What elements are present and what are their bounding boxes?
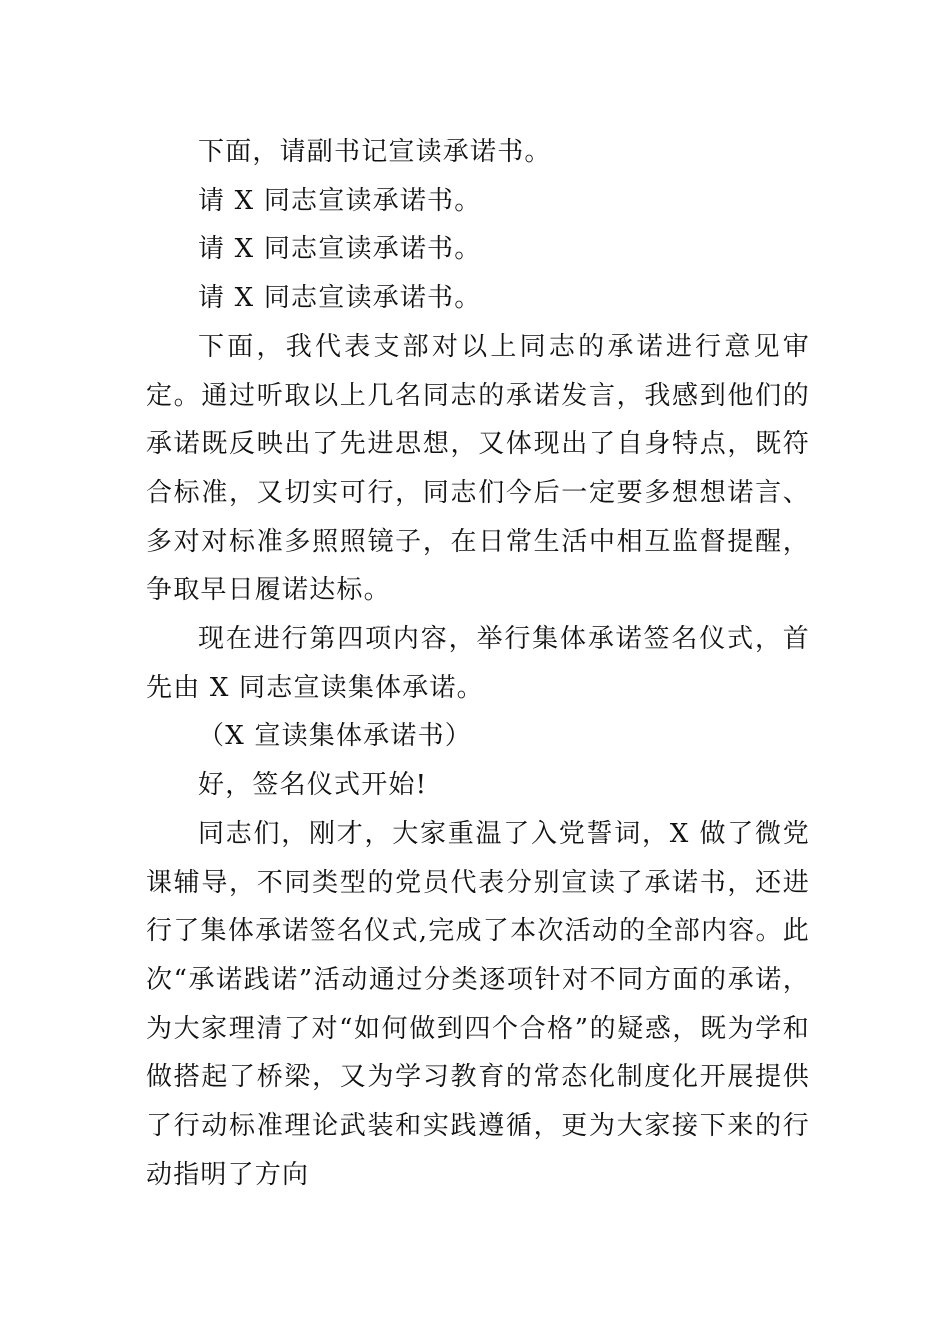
paragraph-9: 同志们，刚才，大家重温了入党誓词，X 做了微党课辅导，不同类型的党员代表分别宣读了承诺书，还进行了集体承诺签名仪式,完成了本次活动的全部内容。此次“承诺践诺”活动通过分类逐项针对不同方面的承诺，为大家理清了对“如何做到四个合格”的疑惑，既为学和做搭起了桥梁，又为学习教育的常态化制度化开展提供了行动标准理论武装和实践遵循，更为大家接下来的行动指明了方向 — [146, 818, 810, 1190]
paragraph-1: 下面，请副书记宣读承诺书。 — [198, 137, 552, 167]
paragraph-8: 好，签名仪式开始! — [198, 770, 428, 801]
paragraph-2: 请 X 同志宣读承诺书。 — [198, 185, 482, 216]
paragraph-3: 请 X 同志宣读承诺书。 — [198, 234, 482, 265]
paragraph-7: （X 宣读集体承诺书） — [198, 721, 472, 752]
document-body — [146, 128, 810, 1199]
paragraph-5: 下面，我代表支部对以上同志的承诺进行意见审定。通过听取以上几名同志的承诺发言，我感到他们的承诺既反映出了先进思想，又体现出了自身特点，既符合标准，又切实可行，同志们今后一定要多想想诺言、多对对标准多照照镜子，在日常生活中相互监督提醒，争取早日履诺达标。 — [146, 331, 810, 606]
paragraph-6: 现在进行第四项内容，举行集体承诺签名仪式，首先由 X 同志宣读集体承诺。 — [146, 624, 810, 703]
paragraph-4: 请 X 同志宣读承诺书。 — [198, 283, 482, 314]
